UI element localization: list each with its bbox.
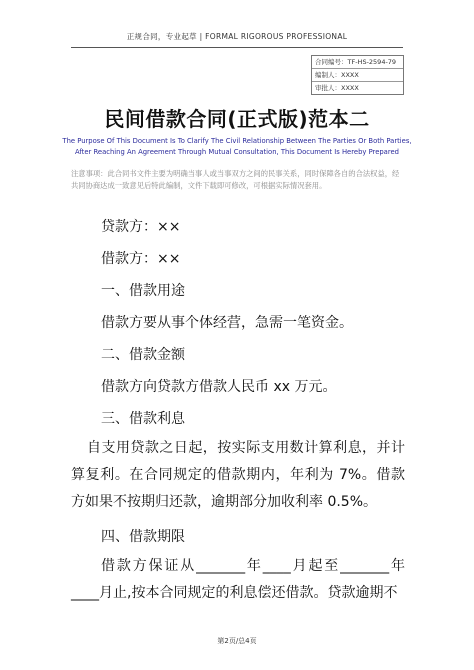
reviewer-field: 审批人：XXXX [315, 84, 359, 92]
header-divider [71, 47, 403, 48]
section-2-heading: 二、借款金额 [101, 347, 185, 363]
section-1-text: 借款方要从事个体经营，急需一笔资金。 [101, 315, 353, 331]
drafter-field: 编制人：XXXX [312, 69, 403, 82]
page-number: 第2页/总4页 [217, 637, 257, 645]
section-3-text: 自支用贷款之日起，按实际支用数计算利息，并计算复利。在合同规定的借款期内，年利为 7%。借款方如果不按期归还款，逾期部分加收利率 0.5%。 [71, 440, 405, 510]
document-subtitle: The Purpose Of This Document Is To Clarify The Civil Relationship Between The Parties Or Both Parties, After Reaching An Agreement Through Mutual Consultation, This Document Is Hereby Prepared [62, 137, 412, 156]
section-4-text: 借款方保证从_______年____月起至_______年____月止,按本合同规定的利息偿还借款。贷款逾期不 [71, 558, 405, 601]
section-1-heading: 一、借款用途 [101, 283, 185, 299]
notice-text: 注意事项：此合同书文件主要为明确当事人或当事双方之间的民事关系，同时保障各自的合法权益，经共同协商达成一致意见后特此编制，文件下载即可修改，可根据实际情况套用。 [71, 169, 400, 190]
lender-line: 贷款方：×× [101, 219, 181, 235]
section-4-heading: 四、借款期限 [101, 529, 185, 545]
contract-number: 合同编号：TF-HS-2594-79 [312, 56, 403, 69]
section-2-text: 借款方向贷款方借款人民币 xx 万元。 [101, 379, 337, 395]
borrower-line: 借款方：×× [101, 251, 181, 267]
document-title: 民间借款合同(正式版)范本二 [104, 107, 370, 131]
header-tagline: 正规合同，专业起草 | FORMAL RIGOROUS PROFESSIONAL [126, 32, 348, 41]
contract-meta-box [311, 55, 404, 95]
section-3-heading: 三、借款利息 [101, 411, 185, 427]
